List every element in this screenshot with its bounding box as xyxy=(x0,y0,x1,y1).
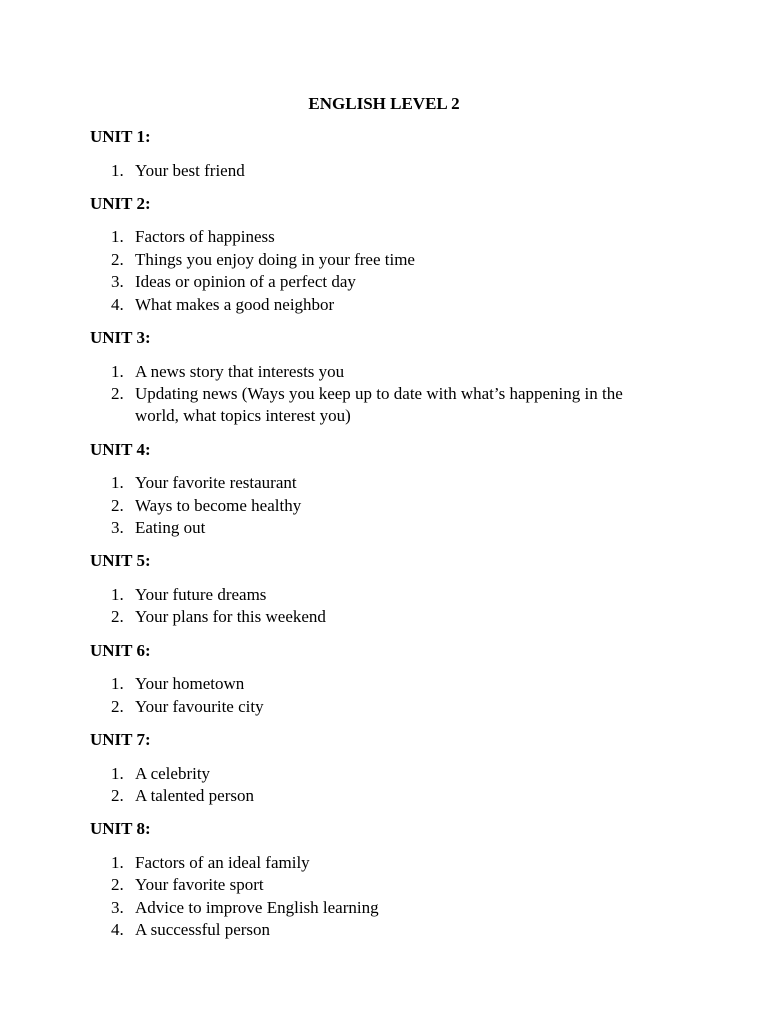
unit-heading: UNIT 2: xyxy=(90,193,151,213)
unit-heading: UNIT 3: xyxy=(90,328,151,348)
topic-item xyxy=(90,160,650,182)
topic-text: Your favourite city xyxy=(135,696,264,716)
topic-item xyxy=(90,517,650,539)
topic-text: A talented person xyxy=(135,786,254,805)
topic-item xyxy=(90,696,650,718)
topic-number: 4. xyxy=(111,294,124,314)
topic-number: 1. xyxy=(111,763,124,783)
topic-item xyxy=(90,271,650,293)
unit-1 xyxy=(90,125,650,182)
topic-item xyxy=(90,383,650,428)
unit-8 xyxy=(90,817,650,941)
topic-number: 1. xyxy=(111,227,124,247)
topic-item xyxy=(90,673,650,695)
topic-text: Your future dreams xyxy=(135,584,267,604)
topic-number: 1. xyxy=(111,473,124,493)
topic-text: Your favorite restaurant xyxy=(135,473,297,493)
topic-text: What makes a good neighbor xyxy=(135,294,335,314)
unit-3 xyxy=(90,326,650,428)
unit-heading: UNIT 6: xyxy=(90,640,151,660)
topic-number: 1. xyxy=(111,160,124,180)
topic-number: 1. xyxy=(111,584,124,604)
topic-number: 1. xyxy=(111,852,124,872)
topic-list xyxy=(90,226,650,316)
topic-item xyxy=(90,852,650,874)
topic-number: 4. xyxy=(111,920,124,940)
topic-text: Your favorite sport xyxy=(135,875,264,895)
topic-list xyxy=(90,852,650,942)
unit-6 xyxy=(90,639,650,718)
unit-heading: UNIT 7: xyxy=(90,730,151,750)
topic-number: 1. xyxy=(111,674,124,694)
topic-list xyxy=(90,763,650,808)
topic-list xyxy=(90,472,650,539)
topic-text: A celebrity xyxy=(135,763,211,783)
topic-number: 2. xyxy=(111,383,124,403)
unit-heading: UNIT 5: xyxy=(90,551,151,571)
topic-item xyxy=(90,294,650,316)
topic-text: Ideas or opinion of a perfect day xyxy=(135,272,356,292)
topic-number: 3. xyxy=(111,897,124,917)
unit-7 xyxy=(90,728,650,807)
topic-number: 3. xyxy=(111,518,124,538)
document-title: ENGLISH LEVEL 2 xyxy=(308,94,460,113)
topic-list xyxy=(90,361,650,428)
topic-item xyxy=(90,226,650,248)
topic-item xyxy=(90,897,650,919)
unit-2 xyxy=(90,192,650,316)
topic-item xyxy=(90,763,650,785)
topic-list xyxy=(90,160,650,182)
topic-item xyxy=(90,249,650,271)
topic-list xyxy=(90,673,650,718)
topic-item xyxy=(90,874,650,896)
unit-heading: UNIT 1: xyxy=(90,127,151,146)
topic-number: 2. xyxy=(111,495,124,515)
topic-number: 3. xyxy=(111,272,124,292)
topic-number: 1. xyxy=(111,361,124,381)
topic-text: Factors of happiness xyxy=(135,227,275,247)
topic-text: Updating news (Ways you keep up to date with what’s happening in the world, what topics interest you) xyxy=(135,383,623,426)
topic-item xyxy=(90,584,650,606)
topic-text: Things you enjoy doing in your free time xyxy=(135,249,415,269)
topic-text: Your best friend xyxy=(135,160,245,180)
topic-list xyxy=(90,584,650,629)
topic-text: Factors of an ideal family xyxy=(135,852,310,872)
topic-text: Your hometown xyxy=(135,674,245,694)
unit-5 xyxy=(90,549,650,628)
topic-text: Ways to become healthy xyxy=(135,495,302,515)
topic-number: 2. xyxy=(111,696,124,716)
topic-text: A successful person xyxy=(135,920,271,940)
topic-number: 2. xyxy=(111,786,124,805)
topic-item xyxy=(90,919,650,941)
topic-text: Your plans for this weekend xyxy=(135,607,326,627)
topic-item xyxy=(90,495,650,517)
unit-list xyxy=(90,125,650,952)
topic-item xyxy=(90,785,650,807)
topic-item xyxy=(90,472,650,494)
topic-number: 2. xyxy=(111,249,124,269)
topic-number: 2. xyxy=(111,607,124,627)
unit-heading: UNIT 8: xyxy=(90,819,151,839)
unit-heading: UNIT 4: xyxy=(90,439,151,459)
topic-item xyxy=(90,361,650,383)
unit-4 xyxy=(90,438,650,540)
topic-item xyxy=(90,606,650,628)
topic-text: Advice to improve English learning xyxy=(135,897,379,917)
topic-text: A news story that interests you xyxy=(135,361,345,381)
topic-text: Eating out xyxy=(135,518,206,538)
topic-number: 2. xyxy=(111,875,124,895)
